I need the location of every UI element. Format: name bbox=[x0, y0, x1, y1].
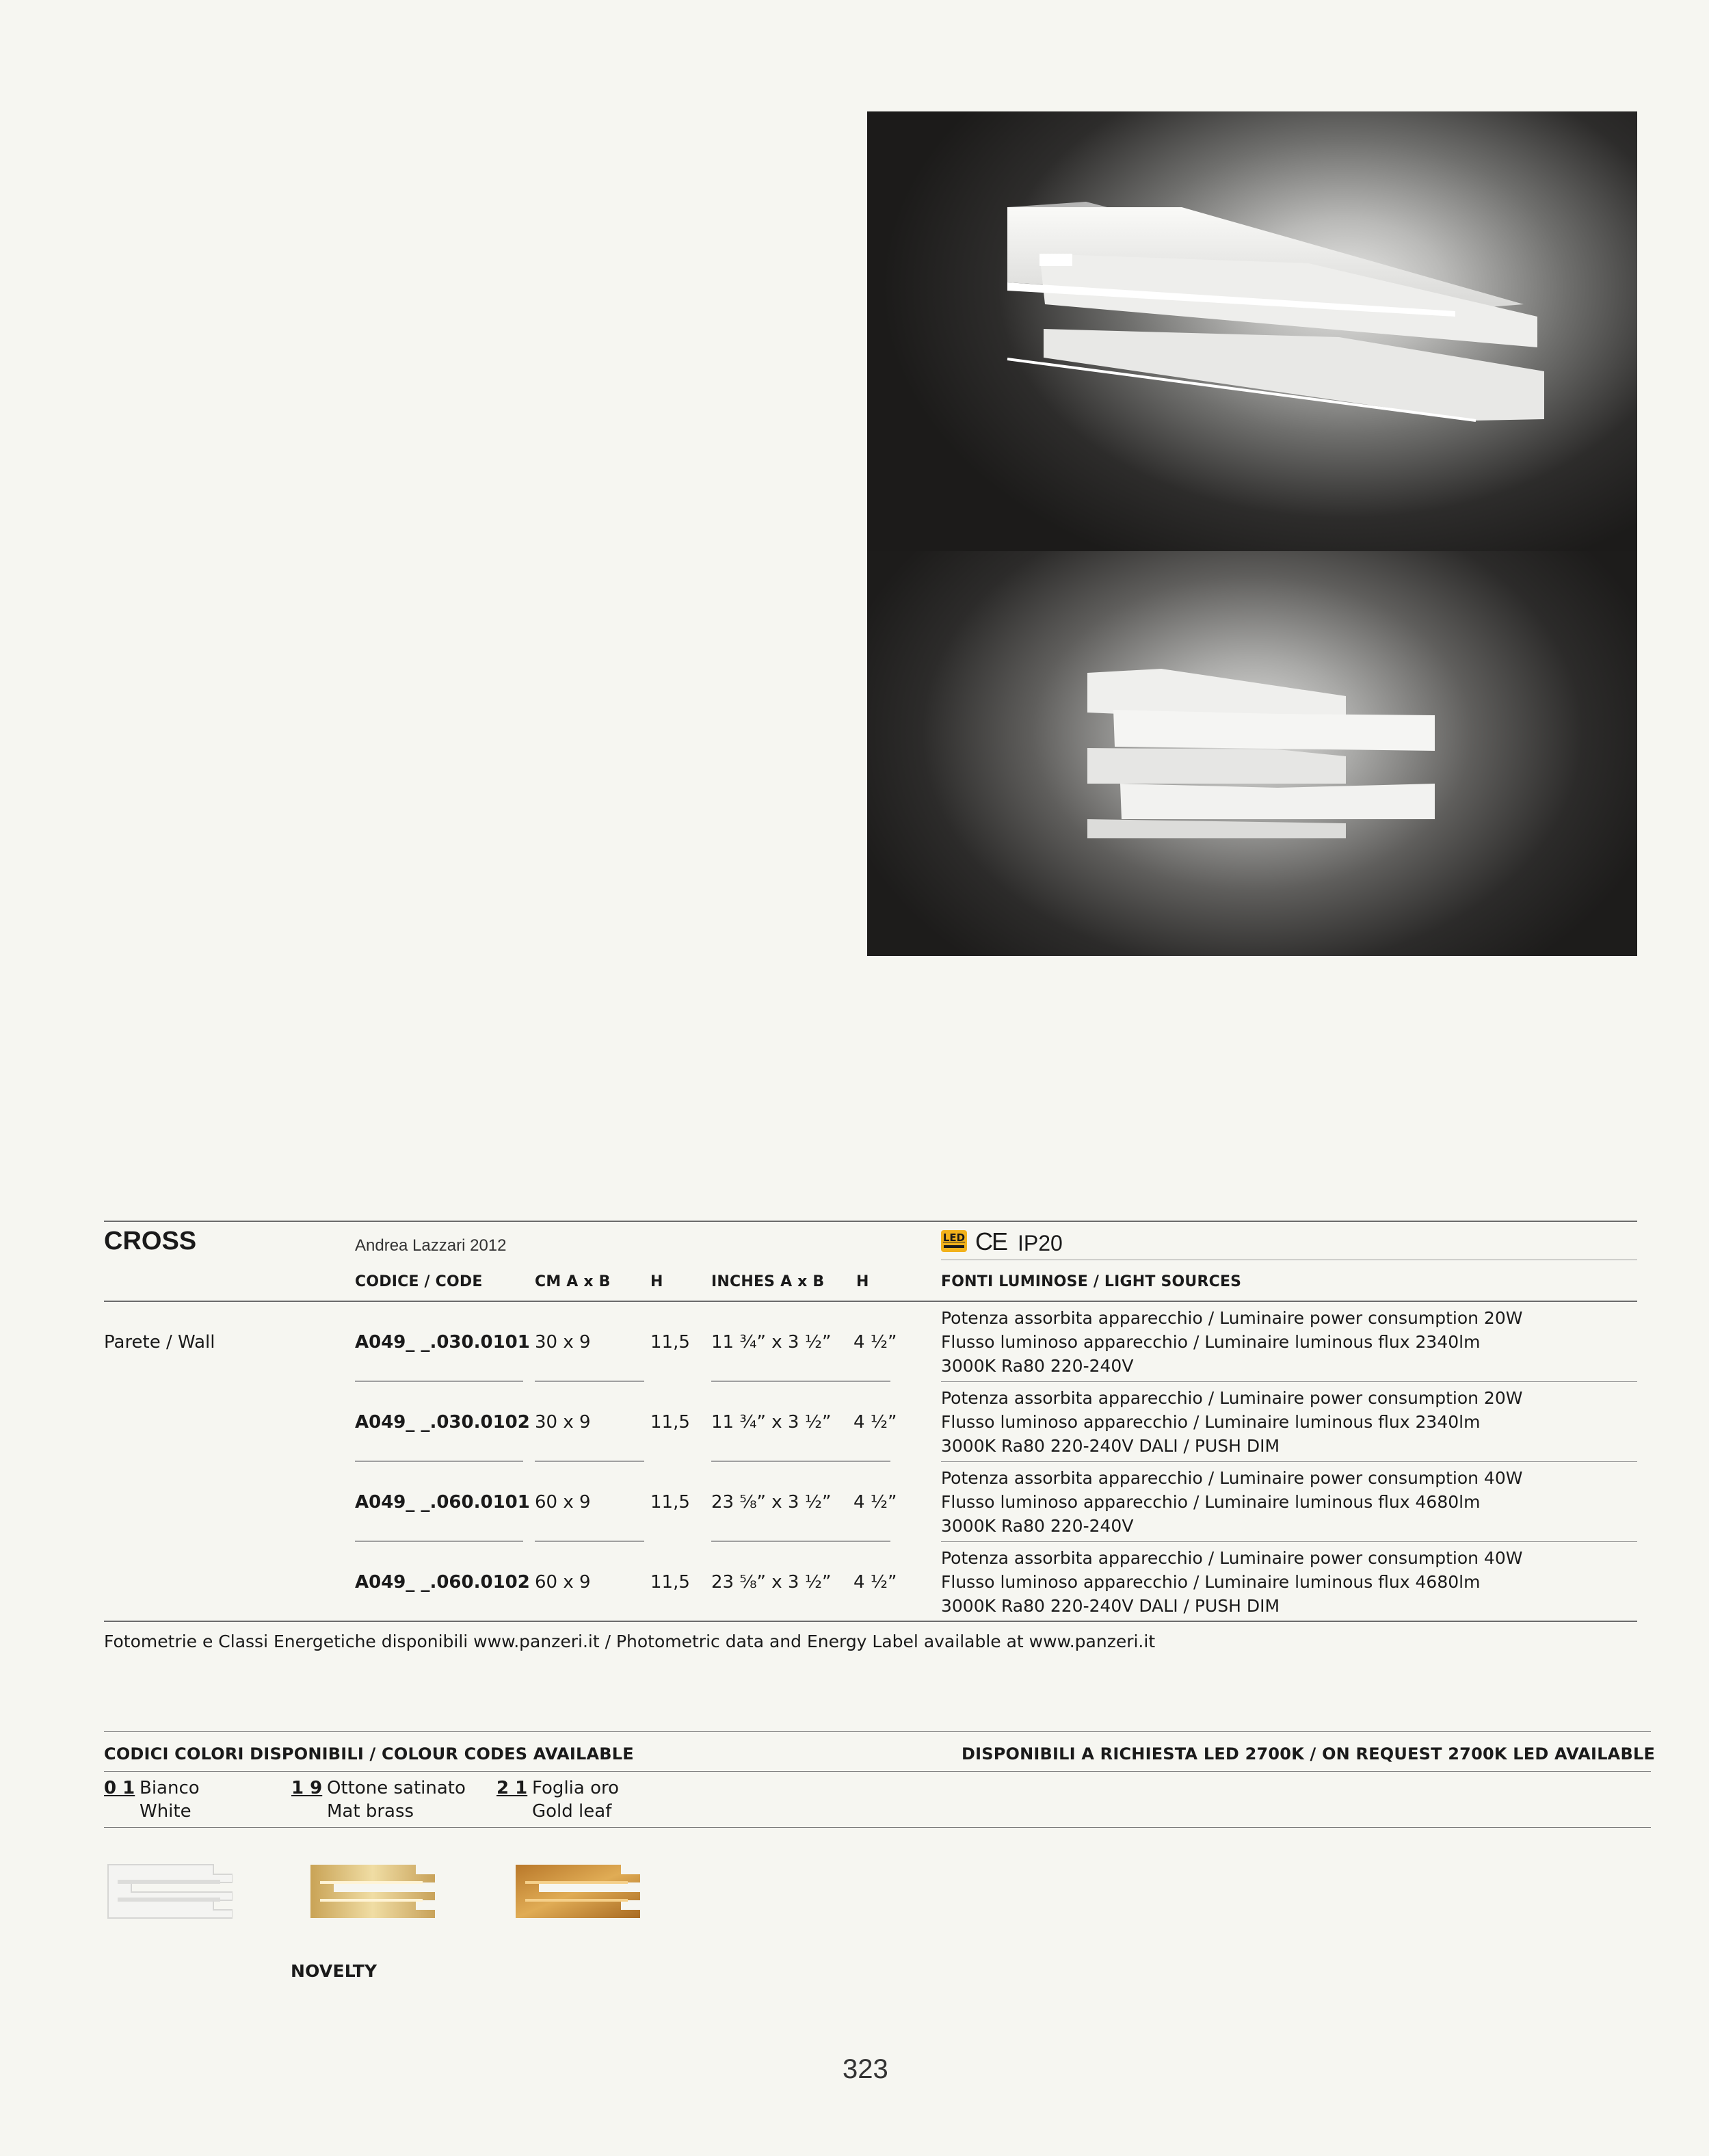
swatch-white bbox=[104, 1862, 233, 1919]
spec-flux: Flusso luminoso apparecchio / Luminaire luminous flux 2340lm bbox=[941, 1332, 1481, 1352]
header-rule bbox=[104, 1301, 1637, 1302]
size-cm: 60 x 9 bbox=[535, 1572, 591, 1593]
spec-voltage: 3000K Ra80 220-240V bbox=[941, 1516, 1134, 1536]
row-rule bbox=[941, 1541, 1637, 1542]
size-cm: 60 x 9 bbox=[535, 1492, 591, 1513]
colour-name-it: Ottone satinato bbox=[327, 1778, 466, 1798]
spec-flux: Flusso luminoso apparecchio / Luminaire luminous flux 2340lm bbox=[941, 1412, 1481, 1432]
colour-bottom-rule bbox=[104, 1827, 1651, 1828]
row-rule bbox=[711, 1461, 890, 1462]
row-rule bbox=[535, 1381, 644, 1382]
row-rule bbox=[355, 1541, 523, 1542]
ip-rating: IP20 bbox=[1018, 1231, 1063, 1255]
table-top-rule bbox=[104, 1221, 1637, 1222]
size-inches: 23 ⅝” x 3 ½” bbox=[711, 1492, 832, 1513]
spec-voltage: 3000K Ra80 220-240V DALI / PUSH DIM bbox=[941, 1436, 1280, 1456]
lamp-short-shape bbox=[867, 551, 1637, 956]
spec-voltage: 3000K Ra80 220-240V DALI / PUSH DIM bbox=[941, 1596, 1280, 1616]
row-rule bbox=[355, 1461, 523, 1462]
height-inches: 4 ½” bbox=[853, 1572, 897, 1593]
size-inches: 11 ¾” x 3 ½” bbox=[711, 1332, 832, 1353]
page-number: 323 bbox=[843, 2054, 888, 2084]
colour-mid-rule bbox=[104, 1771, 1651, 1772]
category-label: Parete / Wall bbox=[104, 1332, 215, 1353]
table-bottom-rule bbox=[104, 1621, 1637, 1622]
size-cm: 30 x 9 bbox=[535, 1332, 591, 1353]
colour-name-it: Foglia oro bbox=[532, 1778, 620, 1798]
height-cm: 11,5 bbox=[650, 1572, 690, 1593]
colour-name-en: Gold leaf bbox=[532, 1801, 612, 1822]
height-inches: 4 ½” bbox=[853, 1332, 897, 1353]
size-inches: 11 ¾” x 3 ½” bbox=[711, 1412, 832, 1433]
spec-power: Potenza assorbita apparecchio / Luminaire power consumption 20W bbox=[941, 1308, 1523, 1328]
height-inches: 4 ½” bbox=[853, 1412, 897, 1433]
header-cm: CM A x B bbox=[535, 1273, 611, 1290]
colour-name-en: White bbox=[140, 1801, 191, 1822]
header-h-in: H bbox=[856, 1273, 869, 1290]
colour-name-it: Bianco bbox=[140, 1778, 200, 1798]
lamp-long-illustration bbox=[867, 111, 1637, 551]
on-request-note: DISPONIBILI A RICHIESTA LED 2700K / ON REQUEST 2700K LED AVAILABLE bbox=[962, 1744, 1656, 1764]
colour-code: 0 1 bbox=[104, 1778, 135, 1798]
product-code: A049_ _.060.0102 bbox=[355, 1572, 530, 1593]
product-code: A049_ _.030.0102 bbox=[355, 1412, 530, 1433]
product-code: A049_ _.030.0101 bbox=[355, 1332, 530, 1353]
colour-name-en: Mat brass bbox=[327, 1801, 414, 1822]
product-photo-short bbox=[867, 551, 1637, 956]
size-inches: 23 ⅝” x 3 ½” bbox=[711, 1572, 832, 1593]
header-inches: INCHES A x B bbox=[711, 1273, 825, 1290]
row-rule bbox=[535, 1541, 644, 1542]
product-name: CROSS bbox=[104, 1227, 197, 1255]
row-rule bbox=[941, 1461, 1637, 1462]
height-cm: 11,5 bbox=[650, 1492, 690, 1513]
spec-power: Potenza assorbita apparecchio / Luminaire power consumption 40W bbox=[941, 1468, 1523, 1488]
row-rule bbox=[711, 1381, 890, 1382]
colour-top-rule bbox=[104, 1731, 1651, 1732]
row-rule bbox=[941, 1381, 1637, 1382]
spec-power: Potenza assorbita apparecchio / Luminaire power consumption 20W bbox=[941, 1388, 1523, 1408]
row-rule bbox=[711, 1541, 890, 1542]
spec-power: Potenza assorbita apparecchio / Luminaire power consumption 40W bbox=[941, 1548, 1523, 1568]
height-inches: 4 ½” bbox=[853, 1492, 897, 1513]
led-icon bbox=[941, 1230, 967, 1252]
novelty-label: NOVELTY bbox=[291, 1961, 377, 1981]
spec-flux: Flusso luminoso apparecchio / Luminaire luminous flux 4680lm bbox=[941, 1492, 1481, 1512]
colour-code: 2 1 bbox=[496, 1778, 528, 1798]
header-code: CODICE / CODE bbox=[355, 1273, 483, 1290]
colour-codes-title: CODICI COLORI DISPONIBILI / COLOUR CODES AVAILABLE bbox=[104, 1744, 634, 1764]
product-code: A049_ _.060.0101 bbox=[355, 1492, 530, 1513]
row-rule bbox=[535, 1461, 644, 1462]
spec-voltage: 3000K Ra80 220-240V bbox=[941, 1356, 1134, 1376]
designer-credit: Andrea Lazzari 2012 bbox=[355, 1236, 507, 1255]
header-h-cm: H bbox=[650, 1273, 663, 1290]
height-cm: 11,5 bbox=[650, 1412, 690, 1433]
swatch-mat-brass bbox=[306, 1862, 435, 1919]
led-label: LED bbox=[942, 1232, 966, 1244]
product-photo-long bbox=[867, 111, 1637, 551]
footnote: Fotometrie e Classi Energetiche disponibili www.panzeri.it / Photometric data and Energy Label available at www.panzeri.it bbox=[104, 1632, 1156, 1651]
spec-flux: Flusso luminoso apparecchio / Luminaire luminous flux 4680lm bbox=[941, 1572, 1481, 1592]
ce-mark-icon: CE bbox=[975, 1227, 1007, 1255]
swatch-gold-leaf bbox=[512, 1862, 640, 1919]
colour-code: 1 9 bbox=[291, 1778, 323, 1798]
size-cm: 30 x 9 bbox=[535, 1412, 591, 1433]
row-rule bbox=[355, 1381, 523, 1382]
header-light-sources: FONTI LUMINOSE / LIGHT SOURCES bbox=[941, 1273, 1242, 1290]
height-cm: 11,5 bbox=[650, 1332, 690, 1353]
